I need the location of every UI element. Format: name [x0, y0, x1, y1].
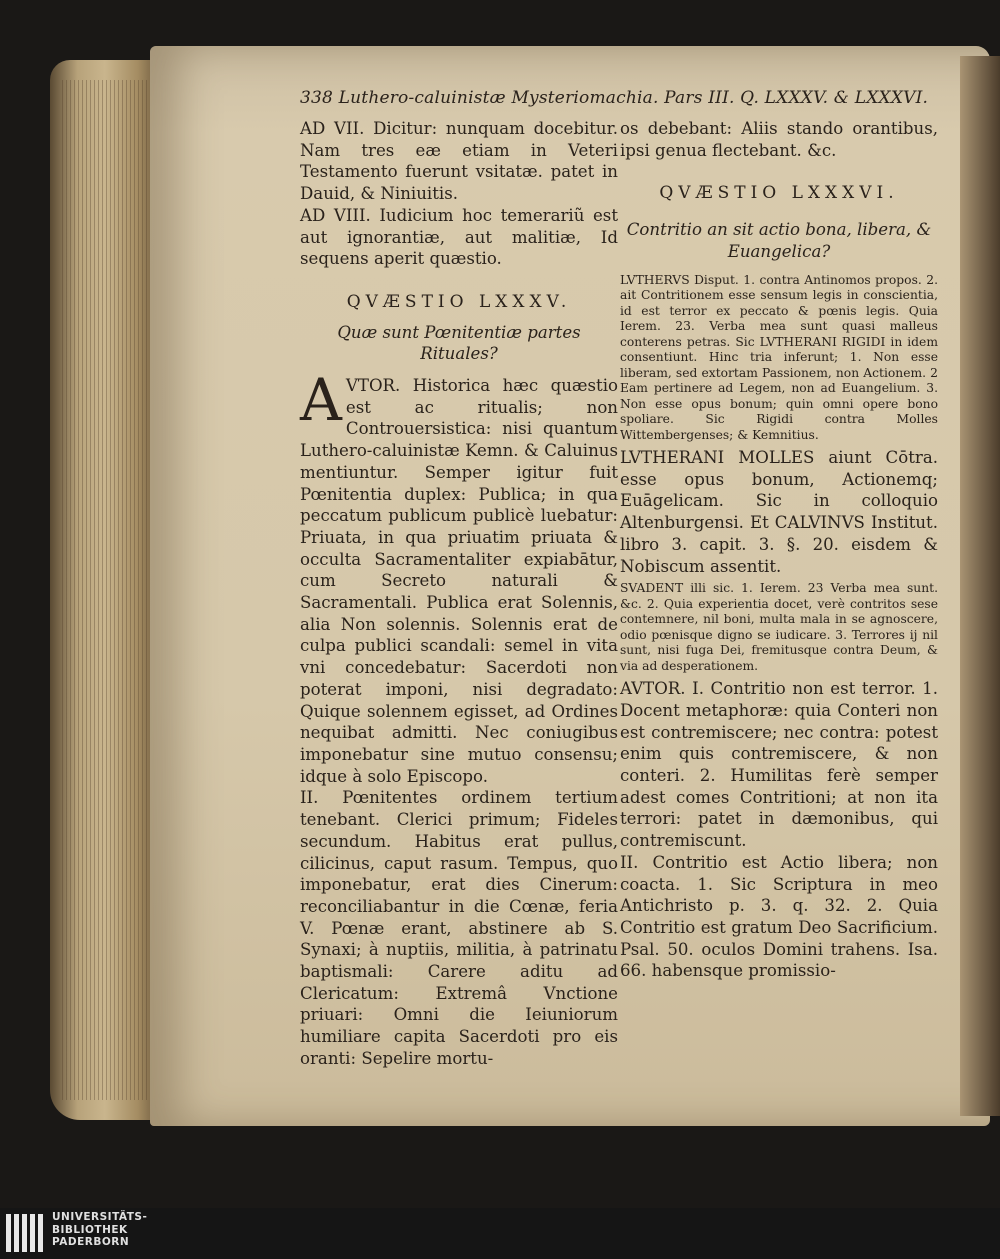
right-paragraph-1: os debebant: Aliis stando orantibus, ipsi genua flectebant. &c.: [620, 119, 938, 160]
drop-cap-letter: A: [300, 366, 342, 435]
right-small-paragraph-2: SVADENT illi sic. 1. Ierem. 23 Verba mea sunt. &c. 2. Quia experientia docet, verè contritos sese contemnere, nil boni, multa mala in se agnoscere, odio pœnisque digno se iudicare. 3. Terrores ij nil sunt, nisi fuga Dei, fremitusque contra Deum, & via ad desperationem.: [620, 581, 938, 673]
book-gutter: [960, 56, 1000, 1116]
question-86-subtitle: Contritio an sit actio bona, libera, & Euangelica?: [626, 220, 932, 261]
running-header: 338 Luthero-caluinistæ Mysteriomachia. Pars III. Q. LXXXV. & LXXXVI.: [300, 88, 929, 108]
library-logo-icon: [6, 1214, 43, 1252]
left-column: [300, 118, 618, 1070]
question-86-title: QVÆSTIO LXXXVI.: [659, 183, 899, 204]
left-paragraph-3: VTOR. Historica hæc quæstio est ac ritualis; non Controuersistica: nisi quantum Luthero-caluinistæ Kemn. & Caluinus mentiuntur. Semper igitur fuit Pœnitentia duplex: Publica; in qua peccatum publicum publicè luebatur: Priuata, in qua priuatim priuata & occulta Sacramentaliter expiabātur, cum Secreto naturali & Sacramentali. Publica erat Solennis, alia Non solennis. Solennis erat de culpa publici scandali: semel in vita vni concedebatur: Sacerdoti non poterat imponi, nisi degradato: Quique solennem egisset, ad Ordines nequibat admitti. Nec coniugibus imponebatur sine mutuo consensu; idque à solo Episcopo.: [300, 376, 618, 786]
left-paragraph-2: AD VIII. Iudicium hoc temerariũ est aut ignorantiæ, aut malitiæ, Id sequens aperit quæstio.: [300, 205, 618, 269]
right-column: [620, 118, 938, 982]
right-paragraph-4: II. Contritio est Actio libera; non coacta. 1. Sic Scriptura in meo Antichristo p. 3. q. 32. 2. Quia Contritio est gratum Deo Sacrificium. Psal. 50. oculos Domini trahens. Isa. 66. habensque promissio-: [620, 852, 938, 981]
left-paragraph-4: II. Pœnitentes ordinem tertium tenebant. Clerici primum; Fideles secundum. Habitus erat pullus, cilicinus, caput rasum. Tempus, quo imponebatur, erat dies Cinerum: reconciliabantur in die Cœnæ, feria V. Pœnæ erant, abstinere ab S. Synaxi; à nuptiis, militia, à patrinatu baptismali: Carere aditu ad Clericatum: Extremâ Vnctione priuari: Omni die Ieiuniorum humiliare capita Sacerdoti pro eis oranti: Sepelire mortu-: [300, 788, 618, 1068]
library-name-line-2: BIBLIOTHEK: [52, 1223, 128, 1236]
right-paragraph-2: LVTHERANI MOLLES aiunt Cōtra. esse opus bonum, Actionemq; Euāgelicam. Sic in colloquio Altenburgensi. Et CALVINVS Institut. libro 3. capit. 3. §. 20. eisdem & Nobiscum assentit.: [620, 448, 938, 576]
page-edge-texture: [62, 80, 152, 1100]
library-name: [52, 1211, 147, 1249]
library-name-line-3: PADERBORN: [52, 1236, 130, 1248]
right-paragraph-3: AVTOR. I. Contritio non est terror. 1. Docent metaphoræ: quia Conteri non est contremiscere; nec contra: potest enim quis contremiscere, & non conteri. 2. Humilitas ferè semper adest comes Contritioni; at non ita terrori: patet in dæmonibus, qui contremiscunt.: [620, 679, 938, 851]
library-name-line-1: UNIVERSITÄTS-: [52, 1211, 148, 1223]
question-85-subtitle: Quæ sunt Pœnitentiæ partes Rituales?: [337, 322, 581, 364]
question-85-title: QVÆSTIO LXXXV.: [346, 291, 572, 312]
right-small-paragraph-1: LVTHERVS Disput. 1. contra Antinomos propos. 2. ait Contritionem esse sensum legis in conscientia, id est terror ex peccato & pœnis legis. Quia Ierem. 23. Verba mea sunt quasi malleus conterens petras. Sic LVTHERANI RIGIDI in idem consentiunt. Hinc tria inferunt; 1. Non esse liberam, sed extortam Passionem, non Actionem. 2 Eam pertinere ad Legem, non ad Euangelium. 3. Non esse opus bonum; quin omni opere bono spoliare. Sic Rigidi contra Molles Wittembergenses; & Kemnitius.: [620, 272, 938, 442]
left-paragraph-1: AD VII. Dicitur: nunquam docebitur. Nam tres eæ etiam in Veteri Testamento fuerunt vsitatæ. patet in Dauid, & Niniuitis.: [300, 119, 618, 204]
library-footer-bar: [0, 1208, 1000, 1259]
